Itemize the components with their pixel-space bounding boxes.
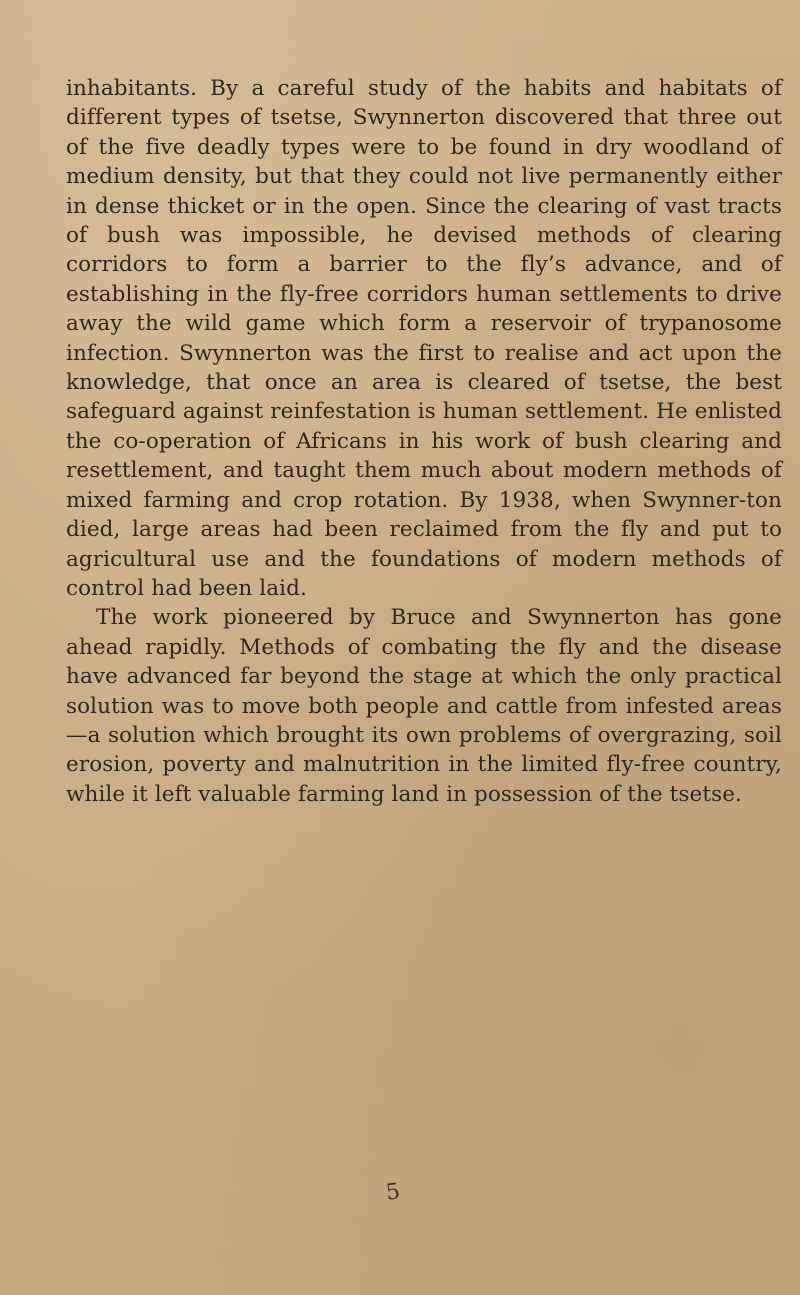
body-text [66,74,782,809]
paragraph-1: inhabitants. By a careful study of the habits and habitats of different types of tsetse, Swynnerton discovered that three out of the five deadly types were to be found in dry woodland of medium density, but that they could not live permanently either in dense thicket or in the open. Since the clearing of vast tracts of bush was impossible, he devised methods of clearing corridors to form a barrier to the fly’s advance, and of establishing in the fly-free corridors human settlements to drive away the wild game which form a reservoir of trypanosome infection. Swynnerton was the first to realise and act upon the knowledge, that once an area is cleared of tsetse, the best safeguard against reinfestation is human settlement. He enlisted the co-operation of Africans in his work of bush clearing and resettlement, and taught them much about modern methods of mixed farming and crop rotation. By 1938, when Swynner-ton died, large areas had been reclaimed from the fly and put to agricultural use and the foundations of modern methods of control had been laid. [66,76,782,601]
paragraph-2: The work pioneered by Bruce and Swynnerton has gone ahead rapidly. Methods of combating the fly and the disease have advanced far beyond the stage at which the only practical solution was to move both people and cattle from infested areas—a solution which brought its own problems of overgrazing, soil erosion, poverty and malnutrition in the limited fly-free country, while it left valuable farming land in possession of the tsetse. [66,605,782,807]
page-number: 5 [384,1179,402,1206]
